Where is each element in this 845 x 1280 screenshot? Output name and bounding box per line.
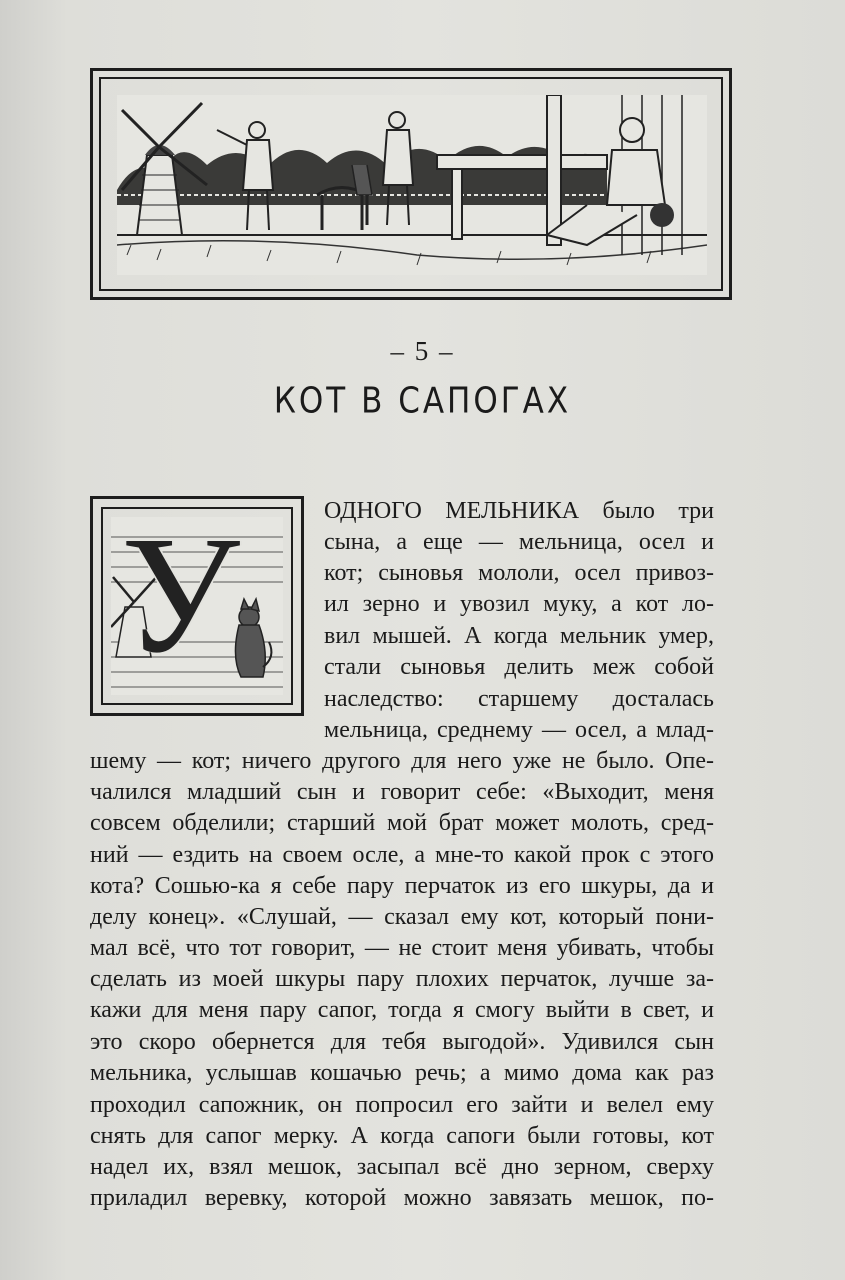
text-line: наследство: старшему досталась bbox=[324, 686, 714, 712]
text-line: ОДНОГО МЕЛЬНИКА было три bbox=[324, 498, 714, 524]
header-illustration-frame bbox=[90, 68, 732, 300]
text-line: проходил сапожник, он попросил его зайти и велел ему bbox=[90, 1092, 714, 1118]
text-line: делу конец». «Слушай, — сказал ему кот, который пони- bbox=[90, 904, 714, 930]
text-line: ил зерно и увозил муку, а кот ло- bbox=[324, 591, 714, 617]
text-line: совсем обделили; старший мой брат может молоть, сред- bbox=[90, 810, 714, 836]
text-line: мельника, услышав кошачью речь; а мимо дома как раз bbox=[90, 1060, 714, 1086]
text-line: чалился младший сын и говорит себе: «Выходит, меня bbox=[90, 779, 714, 805]
text-line: кот; сыновья мололи, осел привоз- bbox=[324, 560, 714, 586]
text-line: вил мышей. А когда мельник умер, bbox=[324, 623, 714, 649]
text-line: кажи для меня пару сапог, тогда я смогу выйти в свет, и bbox=[90, 997, 714, 1023]
header-illustration bbox=[117, 95, 707, 275]
text-line: ний — ездить на своем осле, а мне-то какой прок с этого bbox=[90, 842, 714, 868]
dropcap-frame bbox=[90, 496, 304, 716]
chapter-title: КОТ В САПОГАХ bbox=[273, 380, 572, 422]
dropcap-letter: У bbox=[121, 502, 240, 688]
text-line: стали сыновья делить меж собой bbox=[324, 654, 714, 680]
text-line: мал всё, что тот говорит, — не стоит меня убивать, чтобы bbox=[90, 935, 714, 961]
text-line: это скоро обернется для тебя выгодой». Удивился сын bbox=[90, 1029, 714, 1055]
text-line: сына, а еще — мельница, осел и bbox=[324, 529, 714, 555]
text-line: мельница, среднему — осел, а млад- bbox=[324, 717, 714, 743]
chapter-number: – 5 – bbox=[390, 336, 455, 366]
text-line: надел их, взял мешок, засыпал всё дно зерном, сверху bbox=[90, 1154, 714, 1180]
text-line: сделать из моей шкуры пару плохих перчаток, лучше за- bbox=[90, 966, 714, 992]
text-line: снять для сапог мерку. А когда сапоги были готовы, кот bbox=[90, 1123, 714, 1149]
text-line: шему — кот; ничего другого для него уже не было. Опе- bbox=[90, 748, 714, 774]
text-line: приладил веревку, которой можно завязать мешок, по- bbox=[90, 1185, 714, 1211]
text-line: кота? Сошью-ка я себе пару перчаток из его шкуры, да и bbox=[90, 873, 714, 899]
